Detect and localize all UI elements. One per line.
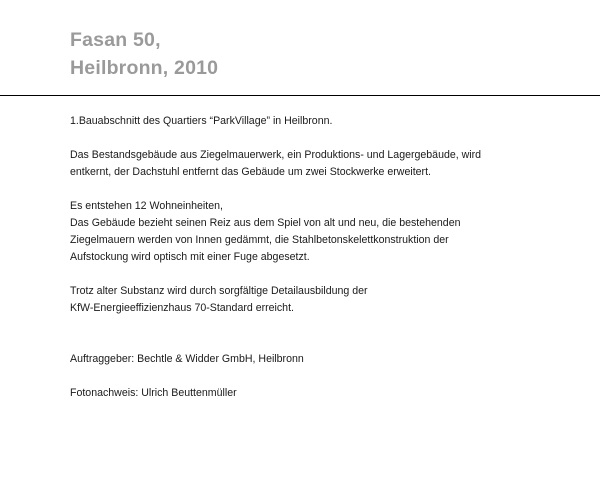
client-line: Auftraggeber: Bechtle & Widder GmbH, Heilbronn <box>70 353 304 365</box>
paragraph-spacer <box>70 368 590 385</box>
paragraph-spacer <box>70 317 590 351</box>
text-line: Aufstockung wird optisch mit einer Fuge abgesetzt. <box>70 251 310 263</box>
photo-credit-paragraph <box>70 385 590 402</box>
text-line: KfW-Energieeffizienzhaus 70-Standard erreicht. <box>70 302 294 314</box>
text-line: Ziegelmauern werden von Innen gedämmt, die Stahlbetonskelettkonstruktion der <box>70 234 449 246</box>
paragraph-spacer <box>70 266 590 283</box>
title-line-location-year: Heilbronn, 2010 <box>70 57 219 79</box>
text-line: entkernt, der Dachstuhl entfernt das Gebäude um zwei Stockwerke erweitert. <box>70 166 431 178</box>
text-line: Es entstehen 12 Wohneinheiten, <box>70 200 223 212</box>
conversion-paragraph <box>70 147 590 181</box>
paragraph-spacer <box>70 181 590 198</box>
page-title <box>70 26 218 82</box>
page-header <box>0 0 600 96</box>
energy-paragraph <box>70 283 590 317</box>
text-line: Trotz alter Substanz wird durch sorgfältige Detailausbildung der <box>70 285 368 297</box>
title-line-project: Fasan 50, <box>70 29 161 51</box>
client-paragraph <box>70 351 590 368</box>
units-paragraph <box>70 198 590 266</box>
intro-paragraph <box>70 113 590 130</box>
project-description <box>70 113 590 402</box>
header-divider <box>0 95 600 96</box>
text-line: Das Bestandsgebäude aus Ziegelmauerwerk, ein Produktions- und Lagergebäude, wird <box>70 149 482 161</box>
paragraph-spacer <box>70 130 590 147</box>
intro-line: 1.Bauabschnitt des Quartiers “ParkVillage” in Heilbronn. <box>70 115 333 127</box>
photo-credit-line: Fotonachweis: Ulrich Beuttenmüller <box>70 387 237 399</box>
text-line: Das Gebäude bezieht seinen Reiz aus dem Spiel von alt und neu, die bestehenden <box>70 217 461 229</box>
